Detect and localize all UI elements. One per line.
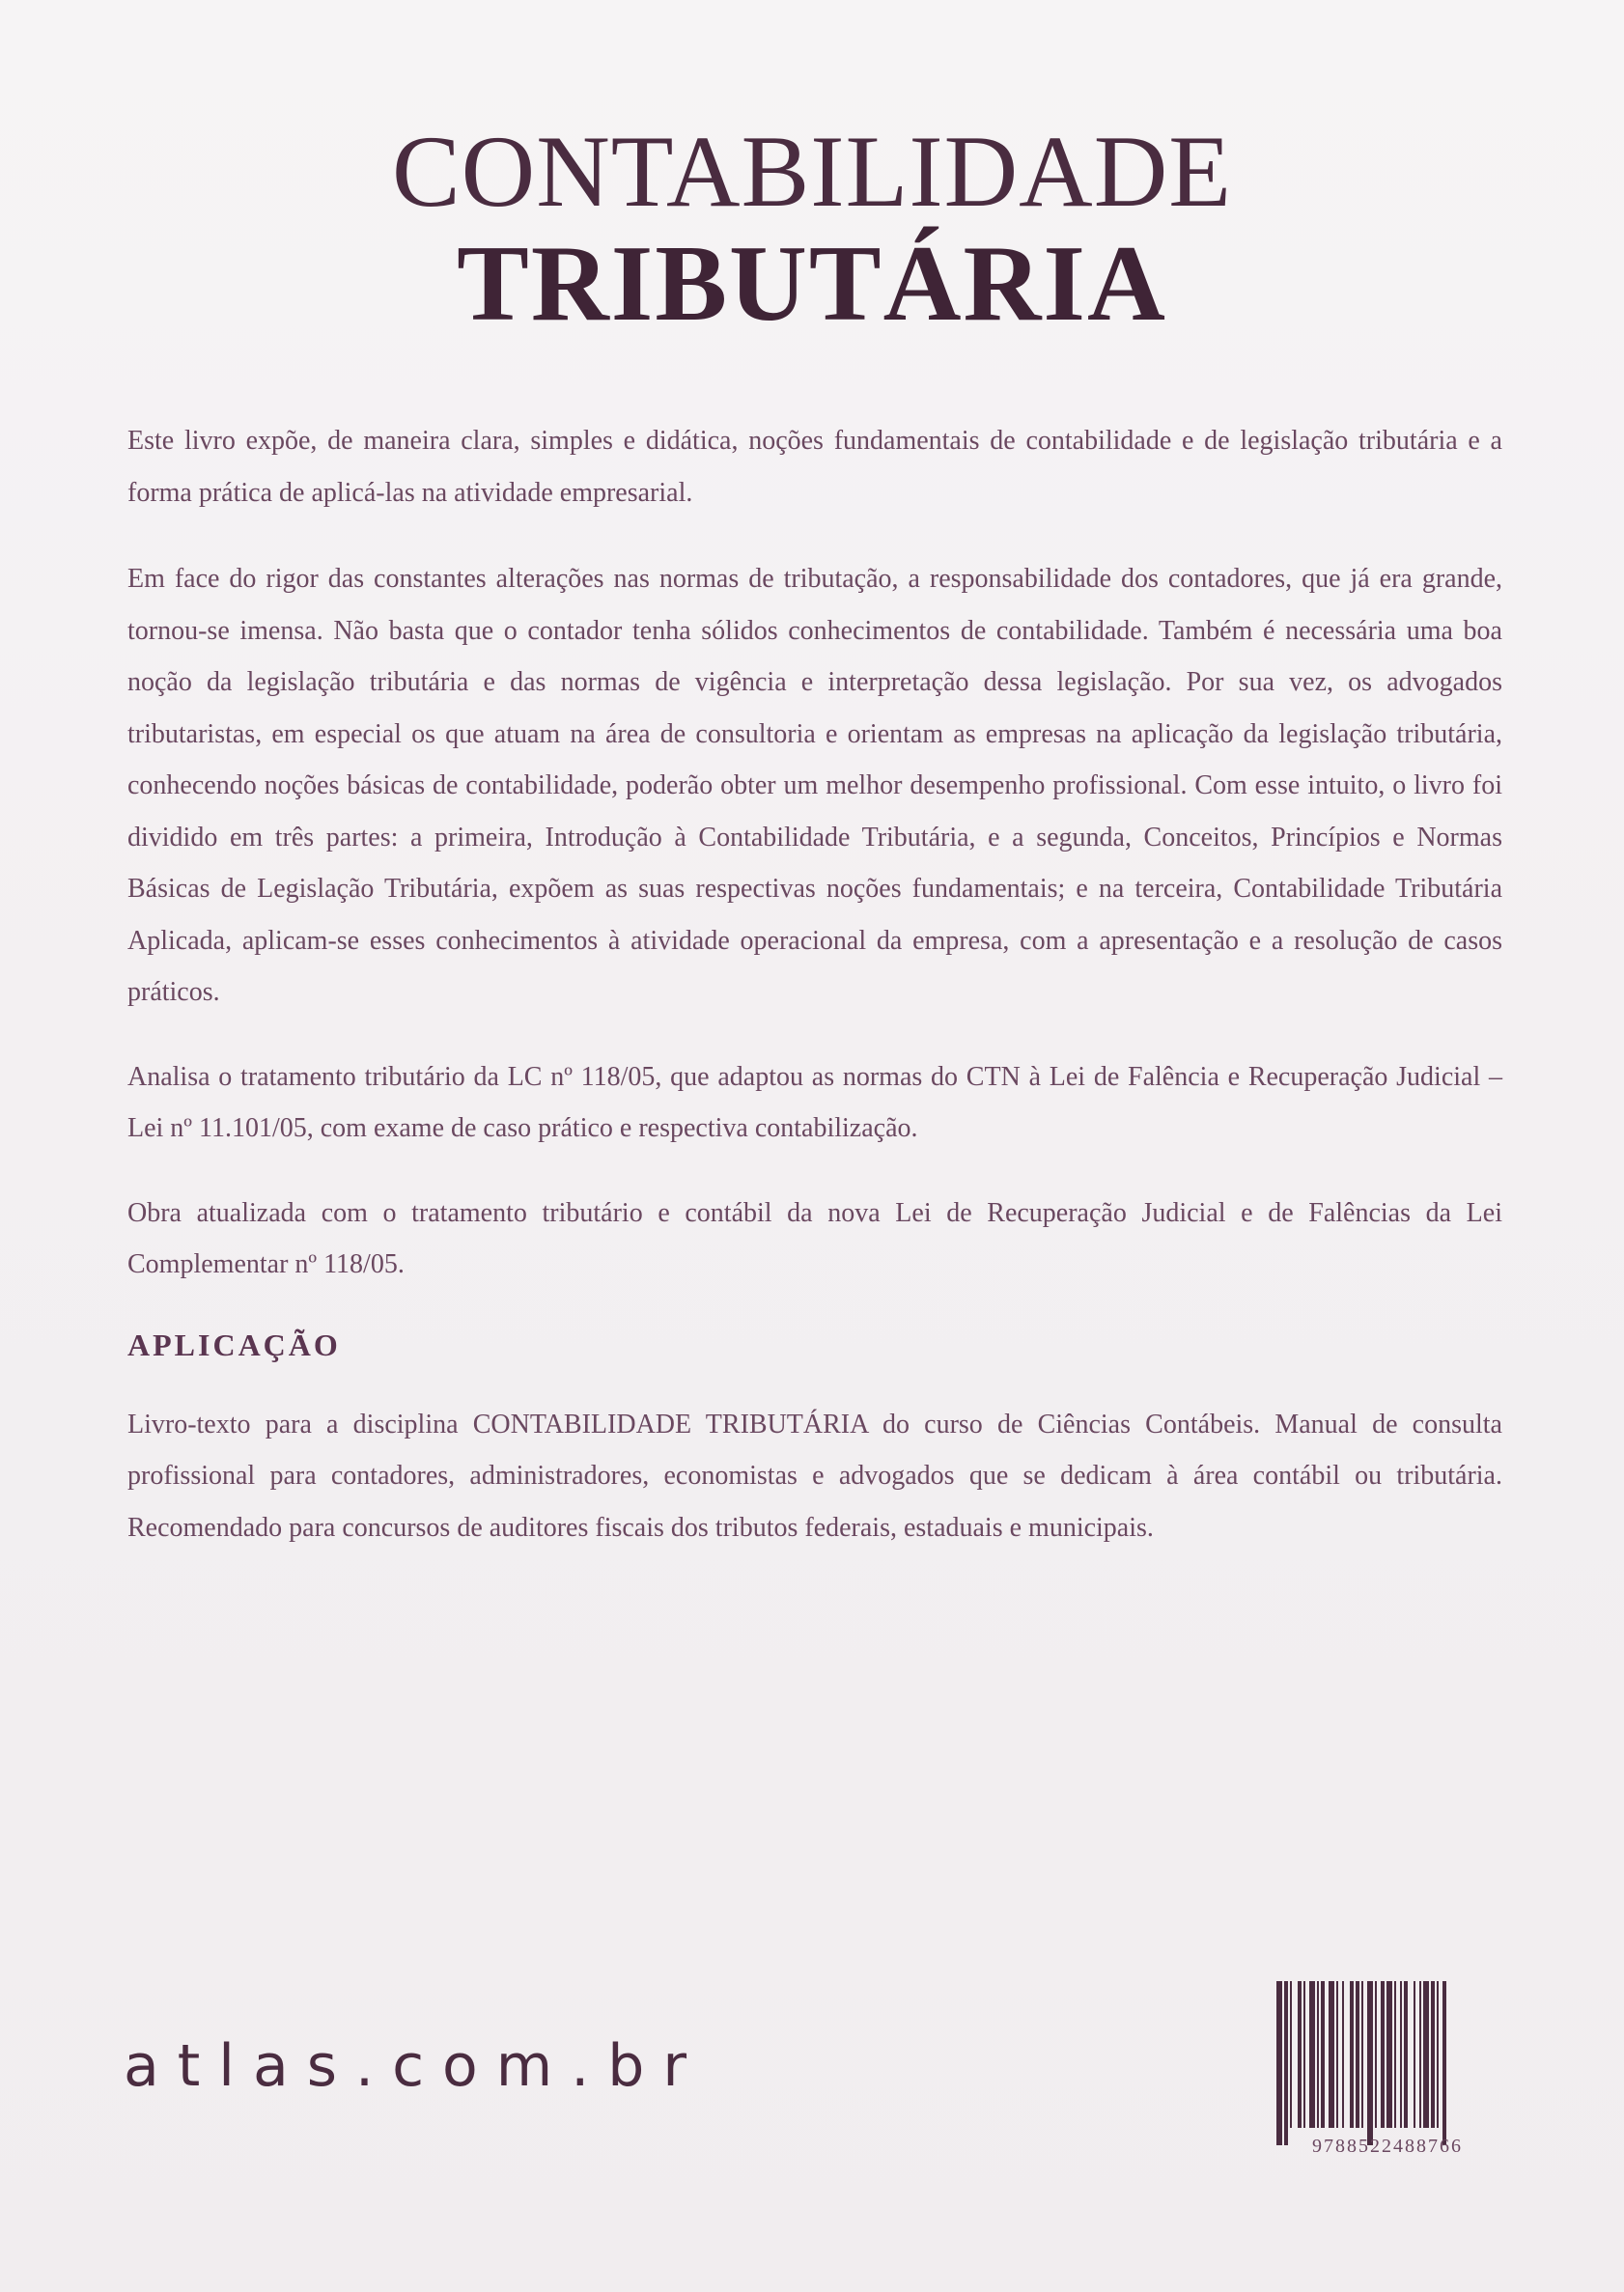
title-block (0, 115, 1624, 344)
book-title-line-2: TRIBUTÁRIA (457, 224, 1167, 344)
description-body (127, 415, 1502, 1586)
barcode-number: 9788522488766 (1312, 2136, 1463, 2157)
book-title-line-1: CONTABILIDADE (391, 115, 1233, 228)
barcode-icon (1274, 1981, 1500, 2145)
publisher-website: atlas.com.br (124, 2032, 706, 2100)
isbn-barcode (1274, 1981, 1500, 2161)
description-paragraph-1: Este livro expõe, de maneira clara, simples e didática, noções fundamentais de contabilidade e de legislação tributária e a forma prática de aplicá-las na atividade empresarial. (127, 426, 1502, 508)
application-heading: APLICAÇÃO (127, 1327, 341, 1362)
application-paragraph: Livro-texto para a disciplina CONTABILIDADE TRIBUTÁRIA do curso de Ciências Contábeis. Manual de consulta profissional para contadores, administradores, economistas e advogados que se dedicam à área contábil ou tributária. Recomendado para concursos de auditores fiscais dos tributos federais, estaduais e municipais. (127, 1409, 1502, 1543)
description-paragraph-4: Obra atualizada com o tratamento tributário e contábil da nova Lei de Recuperação Judicial e de Falências da Lei Complementar nº 118/05. (127, 1197, 1502, 1279)
description-paragraph-3: Analisa o tratamento tributário da LC nº 118/05, que adaptou as normas do CTN à Lei de Falência e Recuperação Judicial – Lei nº 11.101/05, com exame de caso prático e respectiva contabilização. (127, 1061, 1502, 1143)
description-paragraph-2: Em face do rigor das constantes alterações nas normas de tributação, a responsabilidade dos contadores, que já era grande, tornou-se imensa. Não basta que o contador tenha sólidos conhecimentos de contabilidade. Também é necessária uma boa noção da legislação tributária e das normas de vigência e interpretação dessa legislação. Por sua vez, os advogados tributaristas, em especial os que atuam na área de consultoria e orientam as empresas na aplicação da legislação tributária, conhecendo noções básicas de contabilidade, poderão obter um melhor desempenho profissional. Com esse intuito, o livro foi dividido em três partes: a primeira, Introdução à Contabilidade Tributária, e a segunda, Conceitos, Princípios e Normas Básicas de Legislação Tributária, expõem as suas respectivas noções fundamentais; e na terceira, Contabilidade Tributária Aplicada, aplicam-se esses conhecimentos à atividade operacional da empresa, com a apresentação e a resolução de casos práticos. (127, 564, 1502, 1007)
